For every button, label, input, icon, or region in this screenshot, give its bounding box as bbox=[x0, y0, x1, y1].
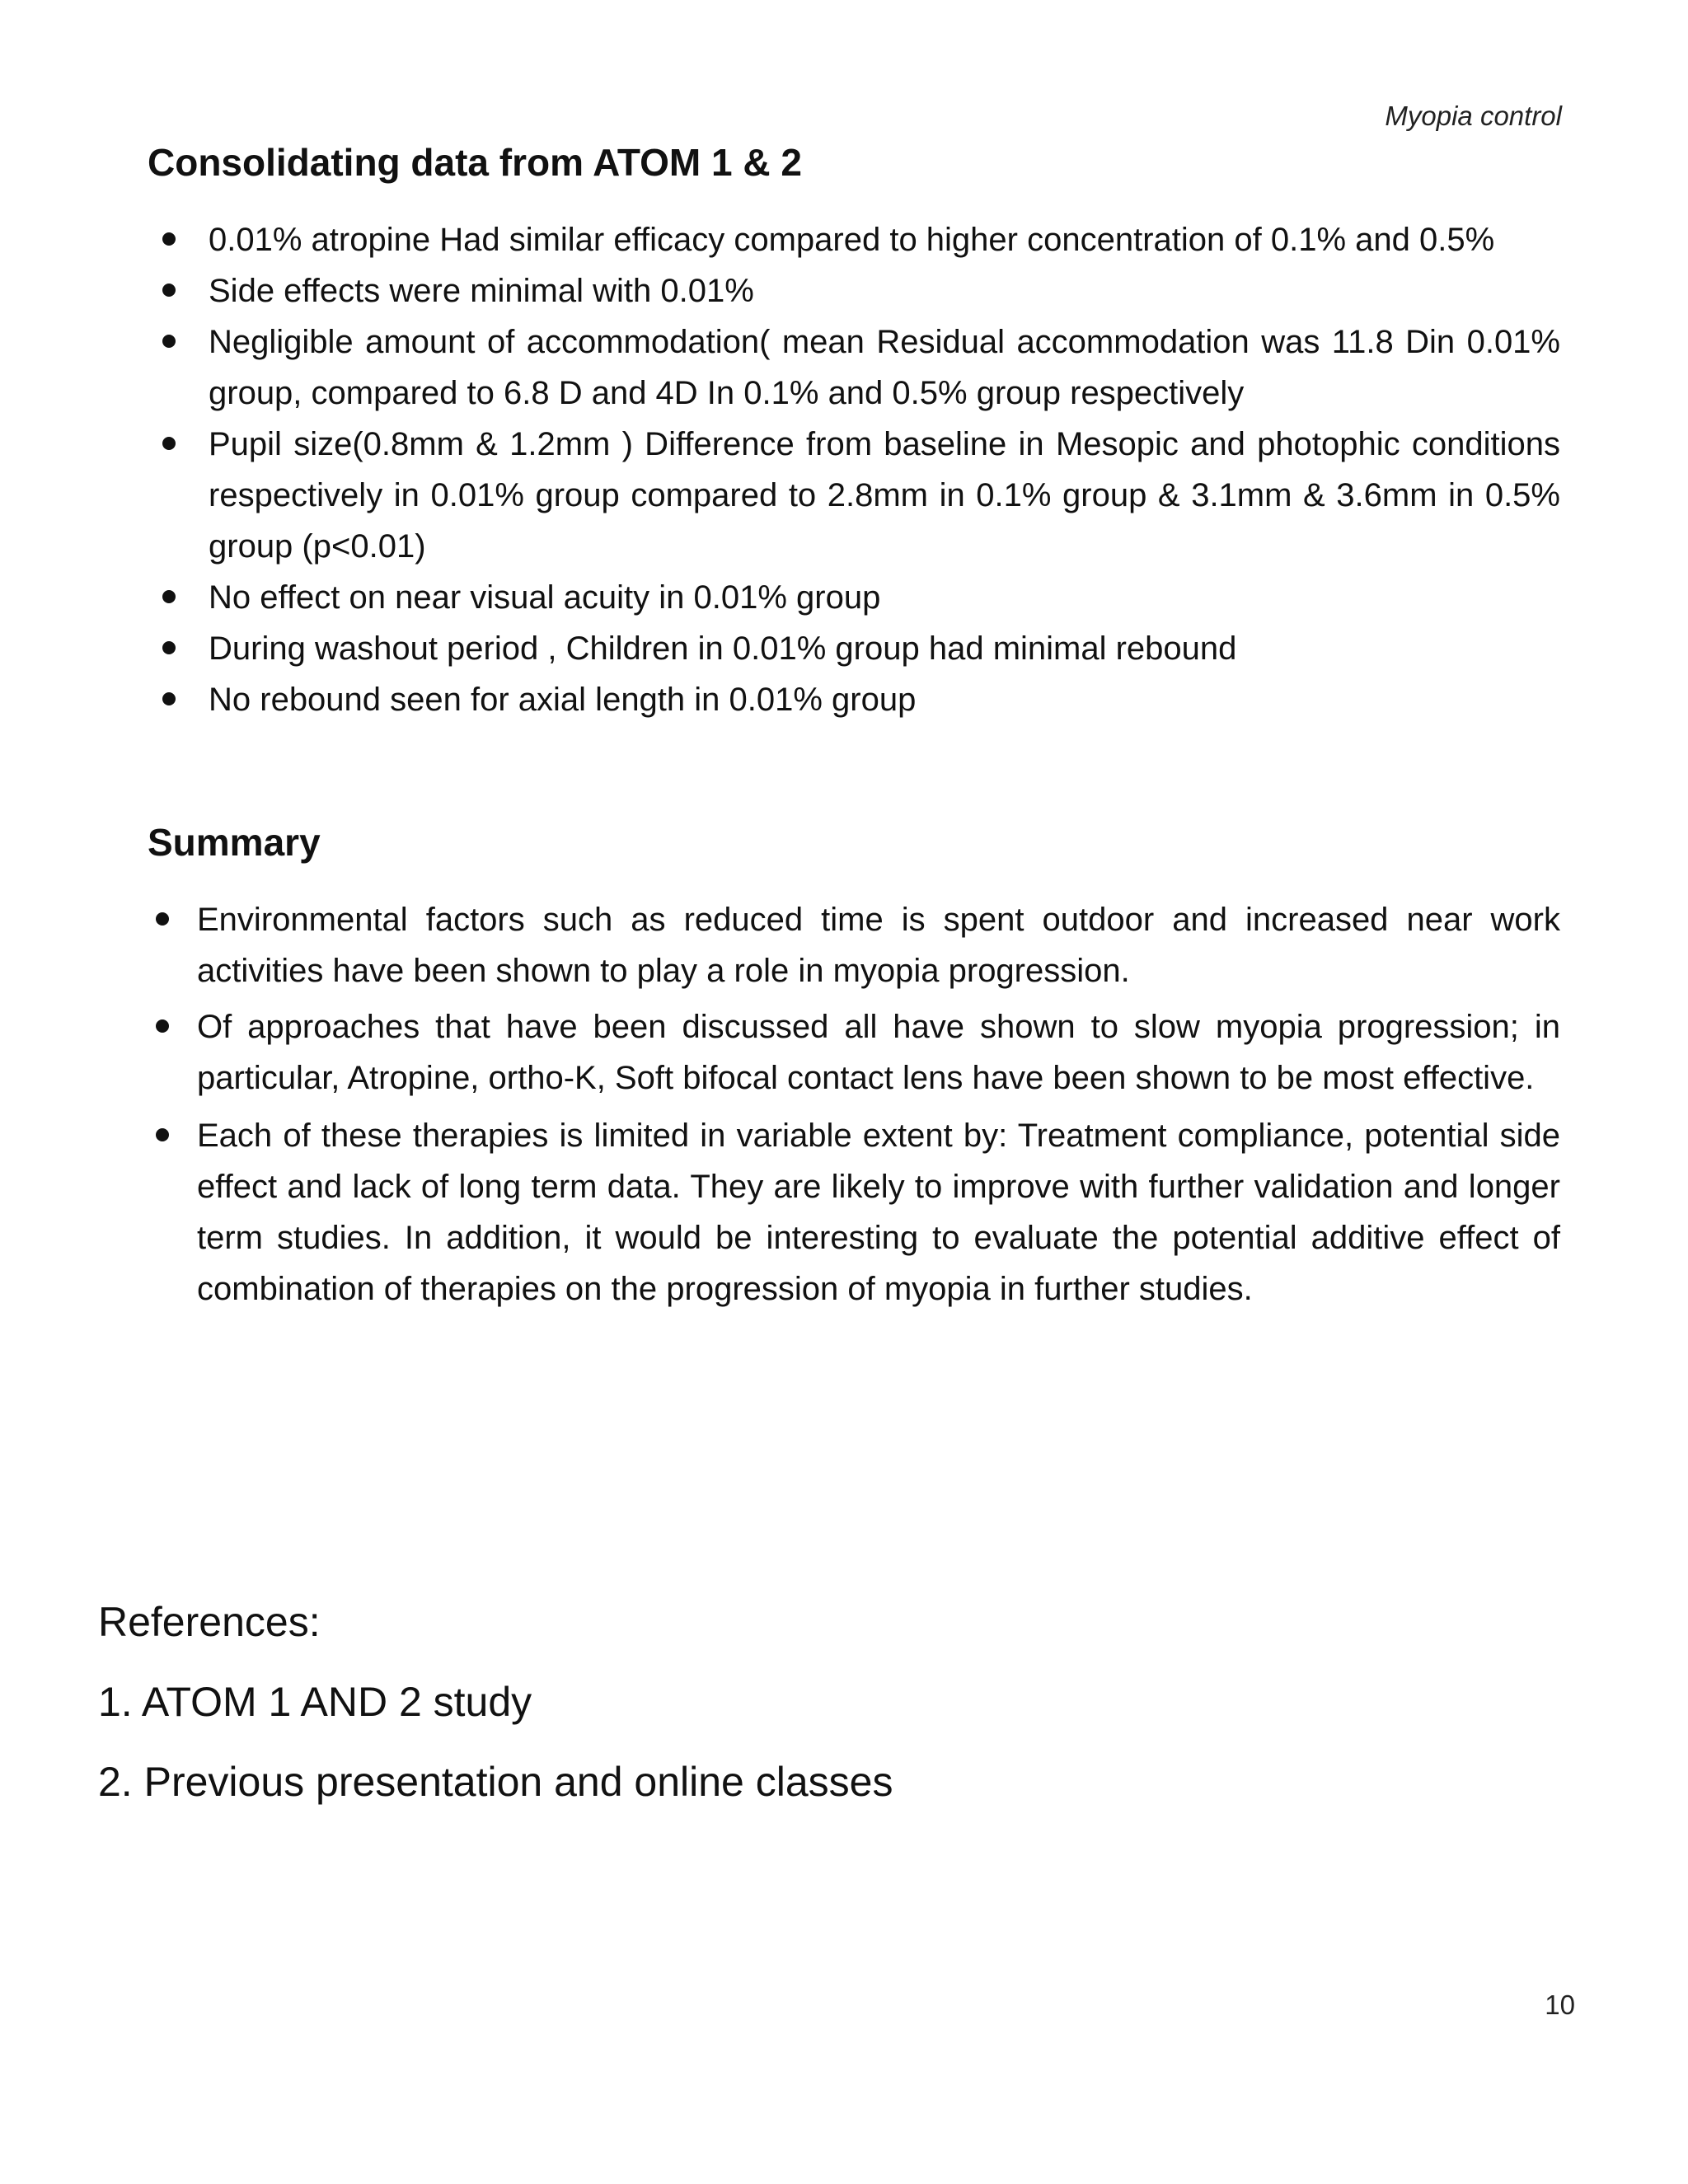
list-item bbox=[197, 894, 1560, 996]
section-title-atom: Consolidating data from ATOM 1 & 2 bbox=[148, 141, 802, 184]
bullet-icon bbox=[162, 437, 176, 450]
reference-item: 1. ATOM 1 AND 2 study bbox=[98, 1679, 532, 1725]
bullet-icon bbox=[162, 641, 176, 654]
bullet-icon bbox=[162, 335, 176, 348]
list-item-text: Environmental factors such as reduced time is spent outdoor and increased near work activities have been shown to play a role in myopia progression. bbox=[197, 902, 1560, 989]
running-header: Myopia control bbox=[1385, 101, 1562, 131]
bullet-icon bbox=[156, 912, 169, 926]
list-item bbox=[197, 1110, 1560, 1315]
summary-list bbox=[0, 894, 1688, 1319]
list-item bbox=[209, 419, 1560, 572]
bullet-icon bbox=[162, 590, 176, 603]
atom-findings-list bbox=[0, 214, 1688, 725]
list-item-text: 0.01% atropine Had similar efficacy compared to higher concentration of 0.1% and 0.5% bbox=[209, 222, 1495, 258]
bullet-icon bbox=[156, 1128, 169, 1141]
list-item-text: Negligible amount of accommodation( mean Residual accommodation was 11.8 Din 0.01% group, compared to 6.8 D and 4D In 0.1% and 0.5% group respectively bbox=[209, 324, 1560, 411]
list-item bbox=[209, 674, 1560, 725]
bullet-icon bbox=[156, 1019, 169, 1033]
page-number: 10 bbox=[1545, 1990, 1575, 2020]
list-item bbox=[209, 623, 1560, 674]
list-item bbox=[209, 316, 1560, 419]
bullet-icon bbox=[162, 232, 176, 246]
list-item-text: Side effects were minimal with 0.01% bbox=[209, 273, 754, 309]
references-heading: References: bbox=[98, 1599, 321, 1645]
list-item bbox=[209, 214, 1560, 265]
list-item bbox=[209, 572, 1560, 623]
list-item bbox=[197, 1001, 1560, 1104]
bullet-icon bbox=[162, 692, 176, 705]
list-item-text: Of approaches that have been discussed all have shown to slow myopia progression; in particular, Atropine, ortho-K, Soft bifocal contact lens have been shown to be most effective. bbox=[197, 1009, 1560, 1096]
references-section bbox=[98, 1582, 893, 1822]
bullet-icon bbox=[162, 284, 176, 297]
list-item-text: No effect on near visual acuity in 0.01% group bbox=[209, 579, 881, 616]
list-item bbox=[209, 265, 1560, 316]
list-item-text: No rebound seen for axial length in 0.01% group bbox=[209, 682, 917, 718]
list-item-text: Pupil size(0.8mm & 1.2mm ) Difference from baseline in Mesopic and photophic conditions respectively in 0.01% group compared to 2.8mm in 0.1% group & 3.1mm & 3.6mm in 0.5% group (p<0.01) bbox=[209, 426, 1560, 565]
list-item-text: Each of these therapies is limited in variable extent by: Treatment compliance, potential side effect and lack of long term data. They are likely to improve with further validation and longer term studies. In addition, it would be interesting to evaluate the potential additive effect of combination of therapies on the progression of myopia in further studies. bbox=[197, 1118, 1560, 1307]
reference-item: 2. Previous presentation and online classes bbox=[98, 1759, 893, 1805]
section-title-summary: Summary bbox=[148, 821, 321, 864]
list-item-text: During washout period , Children in 0.01% group had minimal rebound bbox=[209, 630, 1237, 667]
